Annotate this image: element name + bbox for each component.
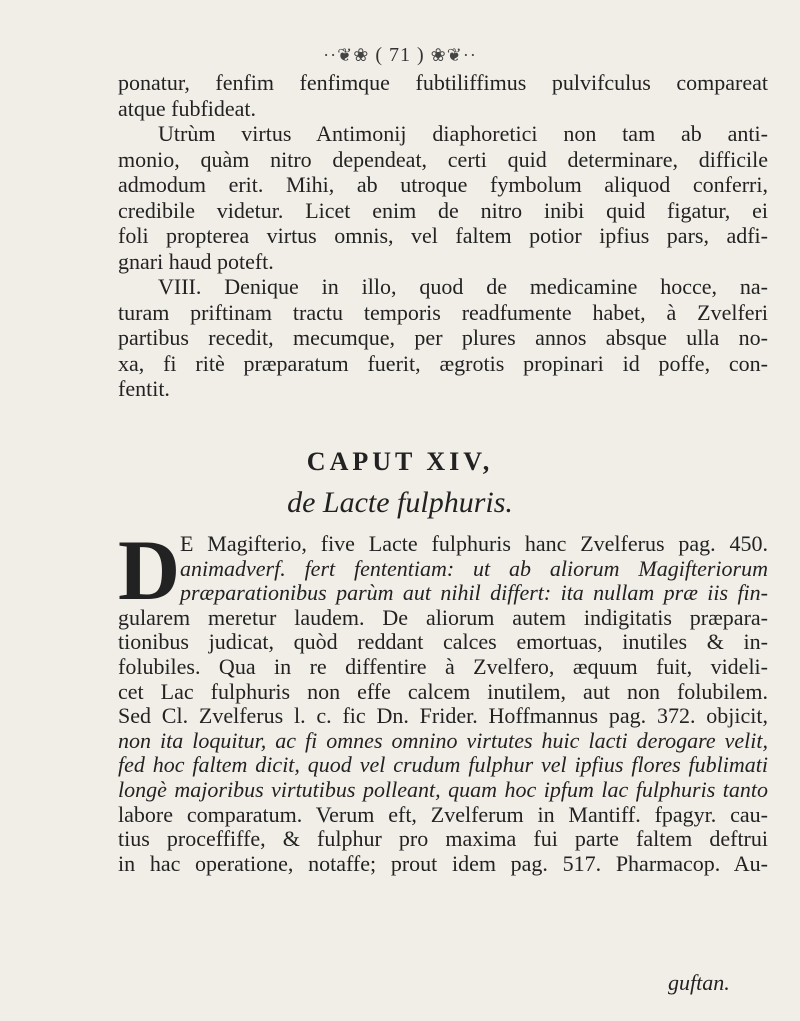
catchword: guftan. (668, 970, 730, 995)
text-line: atque fubfideat. (118, 95, 257, 121)
text-line: gnari haud poteft. (118, 248, 274, 274)
text-line: in hac operatione, notaffe; prout idem pag. 517. Pharmacop. Au- (118, 850, 768, 876)
text-line: tius proceffiffe, & fulphur pro maxima fui parte faltem deftrui (118, 826, 768, 852)
text-line: gularem meretur laudem. De aliorum autem indigitatis præpara- (118, 604, 768, 630)
text-line: longè majoribus virtutibus polleant, quam hoc ipfum lac fulphuris tanto (118, 776, 768, 802)
text-line: xa, fi ritè præparatum fuerit, ægrotis propinari id poffe, con- (118, 350, 768, 376)
drop-cap: D (118, 522, 181, 618)
text-line: monio, quàm nitro dependeat, certi quid determinare, difficile (118, 146, 768, 172)
text-line: cet Lac fulphuris non effe calcem inutilem, aut non folubilem. (118, 678, 768, 704)
text-line: E Magifterio, five Lacte fulphuris hanc Zvelferus pag. 450. (180, 531, 768, 556)
text-line: turam priftinam tractu temporis readfumente habet, à Zvelferi (118, 299, 768, 325)
chapter-subheading: de Lacte fulphuris. (287, 486, 513, 519)
page-number: ( 71 ) (375, 44, 425, 66)
text-line: credibile videtur. Licet enim de nitro inibi quid figatur, ei (118, 197, 768, 223)
text-line: folubiles. Qua in re diffentire à Zvelfero, æquum fuit, videli- (118, 653, 768, 679)
text-line: fentit. (118, 376, 170, 401)
text-line: foli propterea virtus omnis, vel faltem potior ipfius pars, adfi- (118, 223, 768, 248)
page-header (0, 44, 800, 67)
text-line: tionibus judicat, quòd reddant calces emortuas, inutiles & in- (118, 629, 768, 655)
upper-text-block (118, 70, 768, 402)
text-line: præparationibus parùm aut nihil differt: ita nullam præ iis fin- (180, 580, 768, 606)
text-line: ponatur, fenfim fenfimque fubtiliffimus pulvifculus compareat (118, 70, 768, 95)
text-line: VIII. Denique in illo, quod de medicamine hocce, na- (158, 274, 768, 299)
text-line: fed hoc faltem dicit, quod vel crudum fulphur vel ipfius flores fublimati (118, 752, 768, 778)
chapter-heading: CAPUT XIV, (306, 447, 494, 476)
text-line: Utrùm virtus Antimonij diaphoretici non tam ab anti- (158, 121, 768, 146)
text-line: non ita loquitur, ac fi omnes omnino virtutes huic lacti derogare velit, (118, 727, 768, 753)
text-line: partibus recedit, mecumque, per plures annos absque ulla no- (118, 325, 768, 350)
header-ornament-right: ❀❦·· (430, 45, 477, 65)
text-line: admodum erit. Mihi, ab utroque fymbolum aliquod conferri, (118, 172, 768, 197)
header-ornament-left: ··❦❀ (323, 45, 370, 65)
body-text-block (118, 522, 768, 876)
text-line: labore comparatum. Verum eft, Zvelferum in Mantiff. fpagyr. cau- (118, 801, 768, 827)
text-line: Sed Cl. Zvelferus l. c. fic Dn. Frider. Hoffmannus pag. 372. objicit, (118, 703, 768, 729)
text-line: animadverf. fert fententiam: ut ab aliorum Magifteriorum (180, 555, 768, 581)
